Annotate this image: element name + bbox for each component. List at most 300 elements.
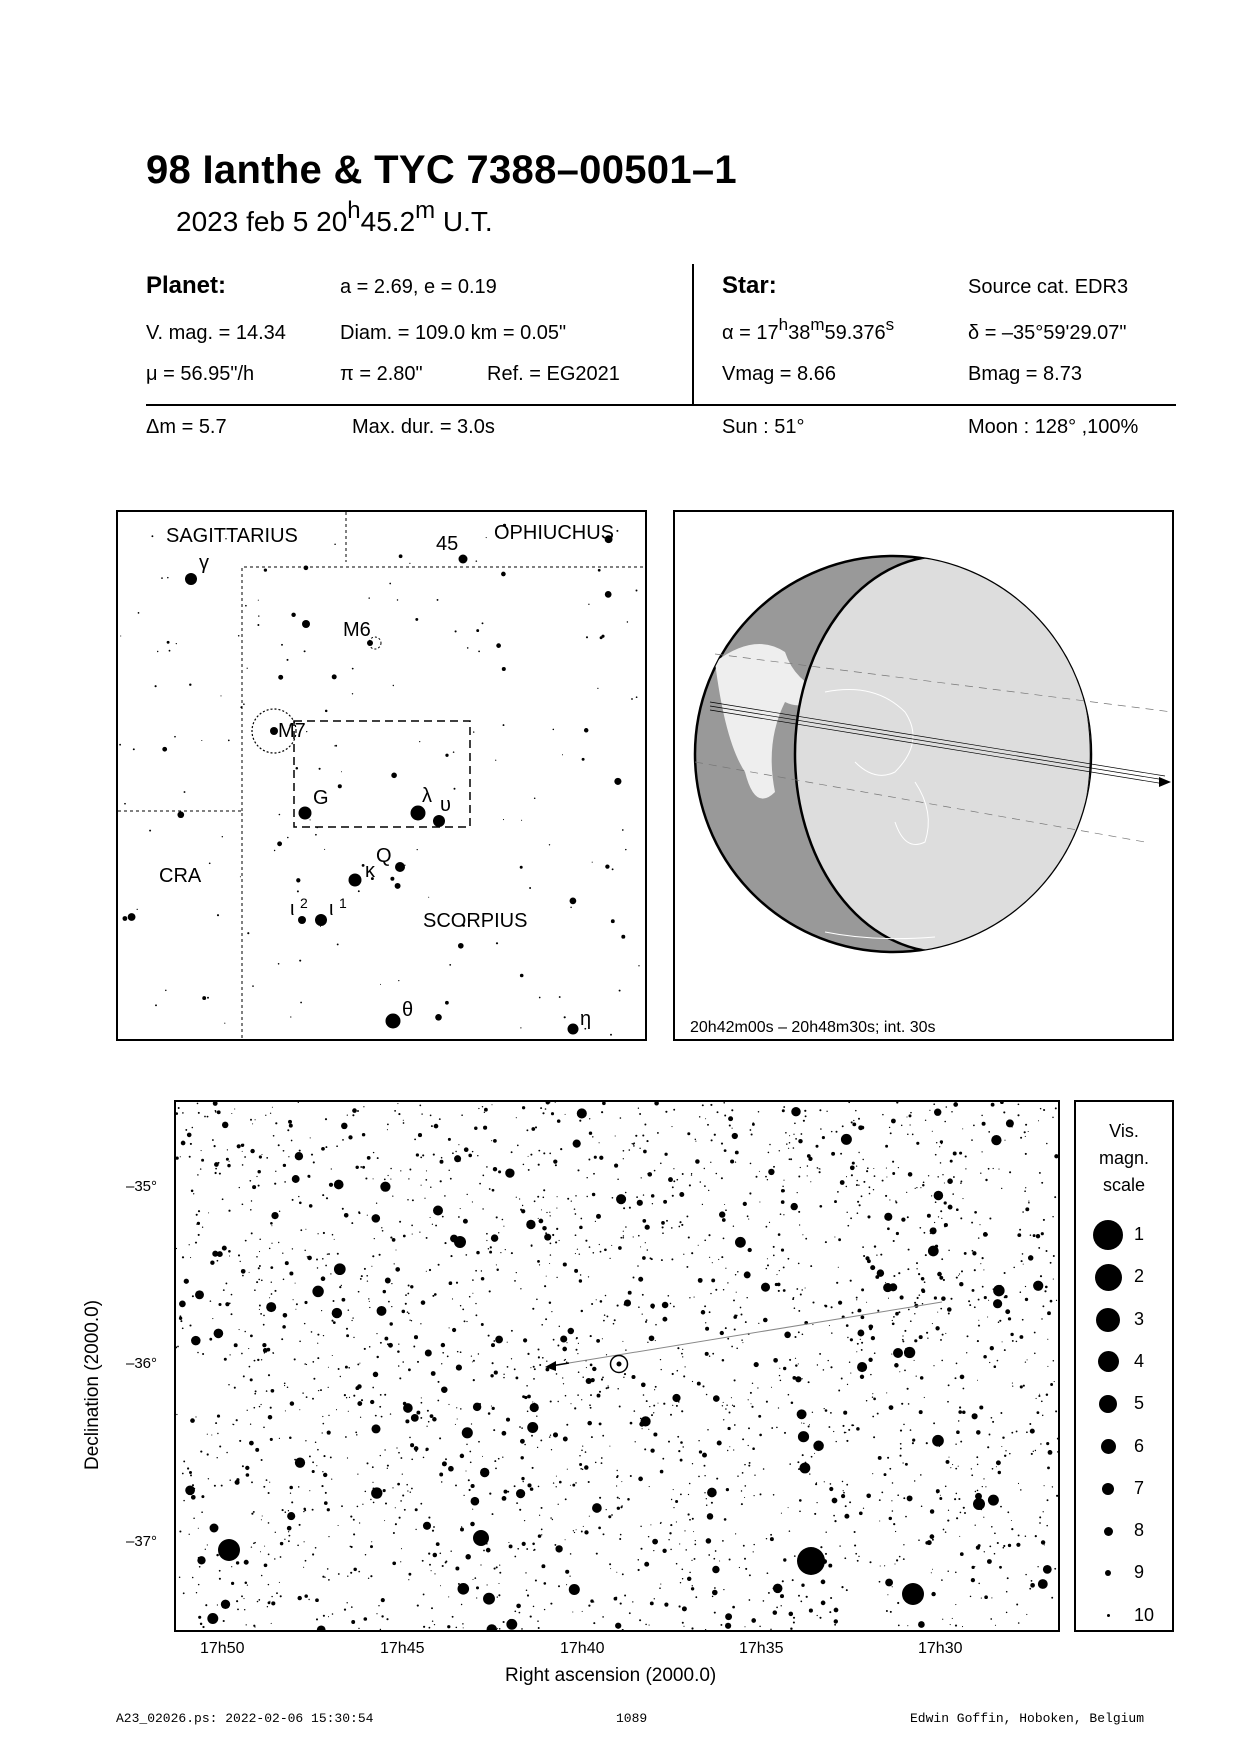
field-star [682,1173,684,1175]
field-star [771,1387,772,1388]
field-star [737,1475,739,1477]
field-star [541,1534,542,1535]
field-star [992,1421,994,1423]
field-star [653,1432,657,1436]
field-star [962,1411,966,1415]
field-star [431,1570,432,1571]
field-star [527,1411,529,1413]
field-star [955,1443,956,1444]
field-star [798,1310,800,1312]
field-star [812,1301,814,1303]
field-star [891,1119,896,1124]
field-star [851,1174,853,1176]
field-star [846,1440,848,1442]
field-star [383,1290,386,1293]
legend-row [1076,1256,1172,1298]
field-star [557,1196,558,1197]
field-star [296,1303,298,1305]
bright-detail-stars [218,1236,985,1605]
earth-globe-svg [675,512,1172,1039]
field-star [773,1494,775,1496]
field-star [749,1192,751,1194]
field-star [348,1135,352,1139]
field-star [648,1536,649,1537]
field-star [861,1315,865,1319]
field-star [568,1328,574,1334]
field-star [739,1567,740,1568]
field-star [575,1482,577,1484]
field-star [1004,1349,1006,1351]
field-star [228,1210,230,1212]
field-star [1040,1108,1042,1110]
field-star [782,1189,785,1192]
field-star [398,1343,399,1344]
field-star [434,1624,435,1625]
field-star [347,1457,348,1458]
field-star [187,1467,189,1469]
field-star [1028,1201,1029,1202]
field-star [559,1240,560,1241]
field-star [400,1500,402,1502]
field-star [983,1478,984,1479]
field-star [209,1338,212,1341]
planet-label: Planet: [146,272,227,299]
field-star [320,926,321,927]
field-star [251,1546,252,1547]
field-star [407,1311,409,1313]
field-star [895,1312,899,1316]
field-star [989,1434,991,1436]
field-star [560,1148,562,1150]
field-star [387,1468,388,1469]
field-star [161,577,163,579]
field-star [445,1458,447,1460]
field-star [777,1587,782,1592]
field-star [654,1598,655,1599]
field-star [502,1457,503,1458]
field-star [581,1399,582,1400]
field-star [999,1566,1002,1569]
field-star [412,1199,414,1201]
field-star [231,1582,234,1585]
field-star [1056,1300,1057,1301]
field-star [991,1526,993,1528]
field-star [902,1335,903,1336]
field-star [790,1627,792,1629]
field-star [237,1144,241,1148]
field-star [867,1259,871,1263]
field-star [539,997,541,999]
field-star [654,1102,659,1105]
field-star [511,1151,513,1153]
field-star [737,1271,739,1273]
field-star [766,1401,768,1403]
field-star [684,1530,685,1531]
field-star [1016,1604,1018,1606]
field-star [869,1193,871,1195]
field-star [556,1208,557,1209]
field-star [323,1423,325,1425]
field-star [894,1363,899,1368]
field-star [478,1441,480,1443]
field-star [906,1116,907,1117]
field-star [744,1271,751,1278]
field-star [565,1114,566,1115]
field-star [358,1212,360,1214]
field-star [889,1127,890,1128]
field-star [362,1133,365,1136]
field-star [692,1518,694,1520]
field-star [312,1470,315,1473]
star-45-oph [459,555,468,564]
field-star [421,1113,422,1114]
star-upsilon-sco [433,815,445,827]
magnitude-dot [1099,1395,1117,1413]
field-star [796,1288,798,1290]
field-star [916,1142,919,1145]
field-star [198,1234,200,1236]
field-star [580,1274,581,1275]
field-star [671,1126,672,1127]
field-star [530,1403,539,1412]
field-star [441,1157,443,1159]
field-star [646,1319,648,1321]
field-star [582,758,585,761]
field-star [303,1508,306,1511]
field-star [261,1279,263,1281]
field-star [821,1601,826,1606]
field-star [285,1511,287,1513]
magnitude-label: 5 [1134,1393,1145,1414]
magnitude-label: 6 [1134,1435,1145,1456]
field-star [192,1295,194,1297]
field-star [789,1359,791,1361]
field-star [635,1441,636,1442]
field-star [631,1375,635,1379]
field-star [332,1308,342,1318]
field-star [899,1556,901,1558]
field-star [805,1238,807,1240]
field-star [807,1154,811,1158]
field-star [892,1510,894,1512]
field-star [420,1323,421,1324]
field-star [244,1156,246,1158]
field-star [259,1155,262,1158]
field-star [334,745,335,746]
field-star [866,1170,868,1172]
field-star [312,1509,314,1511]
field-star [592,1367,596,1371]
field-star [937,1312,938,1313]
field-star [996,1466,997,1467]
field-star [405,1419,409,1423]
field-star [1047,1499,1049,1501]
field-star [442,1352,444,1354]
field-star [241,1353,243,1355]
field-star [766,1268,767,1269]
field-star [847,1384,848,1385]
field-star [407,1199,409,1201]
field-star [282,1509,284,1511]
field-star [794,1307,796,1309]
field-star [231,1566,232,1567]
magnitude-dot [1093,1220,1123,1250]
field-star [989,1217,991,1219]
field-star [958,1498,960,1500]
field-star [723,1419,724,1420]
field-star [506,1619,517,1630]
field-star [226,1158,229,1161]
field-star [1034,1353,1036,1355]
field-star [276,1592,278,1594]
field-star [850,1165,855,1170]
field-star [637,1265,639,1267]
field-star [1028,1202,1030,1204]
field-star [987,1446,989,1448]
field-star [716,1173,718,1175]
field-star [239,1440,241,1442]
field-star [590,1407,592,1409]
field-star [193,1488,195,1490]
field-star [550,1517,552,1519]
field-star [901,1125,902,1126]
field-star [834,1236,835,1237]
field-star [974,1269,976,1271]
field-star [630,1475,632,1477]
field-star [592,1503,602,1513]
field-star [889,1405,894,1410]
field-star [863,1181,865,1183]
field-star [854,1531,856,1533]
field-star [682,1622,684,1624]
field-star [169,650,171,652]
field-star [619,1498,620,1499]
field-star [672,1195,674,1197]
field-star [493,1139,497,1143]
field-star [914,1480,915,1481]
field-star [456,1407,457,1408]
field-star [889,1283,897,1291]
field-star [856,1299,857,1300]
field-star [448,1596,449,1597]
field-star [797,1192,798,1193]
field-star [961,1270,963,1272]
field-star [353,1519,355,1521]
field-star [345,1366,348,1369]
field-star [553,1159,557,1163]
field-star [488,1412,491,1415]
page-title: 98 Ianthe & TYC 7388–00501–1 [146,148,737,192]
field-star [724,1115,726,1117]
field-star [895,1202,897,1204]
field-star [268,1374,270,1376]
field-star [794,1555,796,1557]
field-star [1050,1262,1052,1264]
field-star [702,1453,707,1458]
field-star [250,1335,253,1338]
field-star [317,1449,319,1451]
field-star [275,1213,277,1215]
field-star [242,1275,244,1277]
field-star [777,1283,781,1287]
field-star [617,1475,619,1477]
field-star [309,1204,313,1208]
field-star [553,729,555,731]
field-star [627,1498,630,1501]
field-star [573,1530,574,1531]
field-star [289,1271,293,1275]
field-star [699,1450,702,1453]
magnitude-dot [1105,1570,1111,1576]
field-star [744,1558,746,1560]
field-star [282,1325,286,1329]
field-star [958,1466,959,1467]
field-star [915,1188,916,1189]
field-star [411,1414,419,1422]
field-star [903,1424,905,1426]
field-star [662,1226,664,1228]
field-star [808,1426,810,1428]
field-star [944,1182,945,1183]
star-iota2-sco [298,916,306,924]
field-star [992,1468,994,1470]
field-star [878,1456,882,1460]
field-star [411,1488,413,1490]
field-star [406,1484,408,1486]
field-star [910,1124,911,1125]
field-star [729,1124,731,1126]
field-star [825,1553,827,1555]
field-star [969,1304,971,1306]
field-star [562,1377,563,1378]
field-star [689,1297,690,1298]
field-star [965,1155,967,1157]
field-star [350,1572,352,1574]
field-star [279,814,281,816]
field-star [612,1197,614,1199]
field-star [244,1331,246,1333]
field-star [751,1403,752,1404]
field-star [287,1386,289,1388]
field-star [550,1603,552,1605]
field-star [271,1293,273,1295]
field-star [966,1352,967,1353]
field-star [640,1548,642,1550]
field-star [897,1494,899,1496]
field-star [948,1205,953,1210]
field-star [381,1227,382,1228]
field-star [983,1269,984,1270]
field-star [392,1487,393,1488]
field-star [433,1205,443,1215]
field-star [215,1110,217,1112]
field-star [557,1401,558,1402]
field-star [1035,1450,1036,1451]
field-star [677,1436,679,1438]
field-star [342,1139,344,1141]
field-star [259,1406,260,1407]
field-star [645,1624,647,1626]
field-star [422,1560,424,1562]
field-star [972,1289,975,1292]
table-divider [692,264,694,406]
field-star [1038,1247,1040,1249]
field-star [616,1572,617,1573]
field-star [998,1471,1001,1474]
field-star [402,1310,406,1314]
field-star [532,1543,535,1546]
field-star [899,1455,901,1457]
field-star [463,1219,468,1224]
field-star [360,1278,362,1280]
magnitude-label: 9 [1134,1562,1145,1583]
field-star [423,1626,425,1628]
field-star [379,1406,381,1408]
field-star [947,1178,953,1184]
field-star [570,1485,571,1486]
field-star [799,1224,800,1225]
field-star [726,1404,727,1405]
field-star [846,1324,849,1327]
field-star [726,1488,729,1491]
field-star [275,1171,276,1172]
field-star [641,1382,646,1387]
field-star [614,778,621,785]
field-star [373,1502,375,1504]
field-star [201,1159,204,1162]
field-star [965,1168,966,1169]
field-star [715,1550,717,1552]
field-star [732,1133,738,1139]
field-star [440,1180,442,1182]
field-star [492,1189,495,1192]
field-star [831,1131,832,1132]
field-star [325,1146,327,1148]
field-star [724,1204,725,1205]
field-star [217,914,219,916]
field-star [689,1184,691,1186]
field-star [241,1269,246,1274]
field-star [663,1200,667,1204]
field-star [981,1598,982,1599]
field-star [401,1548,402,1549]
field-star [352,1114,354,1116]
field-star [567,1198,569,1200]
field-star [639,1113,641,1115]
field-star [444,1195,446,1197]
field-star [999,1320,1001,1322]
field-star [441,1343,445,1347]
field-star [862,1159,863,1160]
field-star [519,1509,521,1511]
field-star [698,1278,703,1283]
y-axis-label: Declination (2000.0) [82,1299,103,1470]
field-star [955,1377,957,1379]
field-star [304,1594,308,1598]
field-star [165,990,166,991]
field-star [789,1463,791,1465]
field-star [495,1468,497,1470]
field-star [467,647,469,649]
field-star [526,1385,528,1387]
field-star [1046,1143,1048,1145]
field-star [769,1144,771,1146]
field-star [528,1169,530,1171]
field-star [303,1567,304,1568]
field-star [193,1517,195,1519]
field-star [746,1297,747,1298]
field-star [828,1426,830,1428]
